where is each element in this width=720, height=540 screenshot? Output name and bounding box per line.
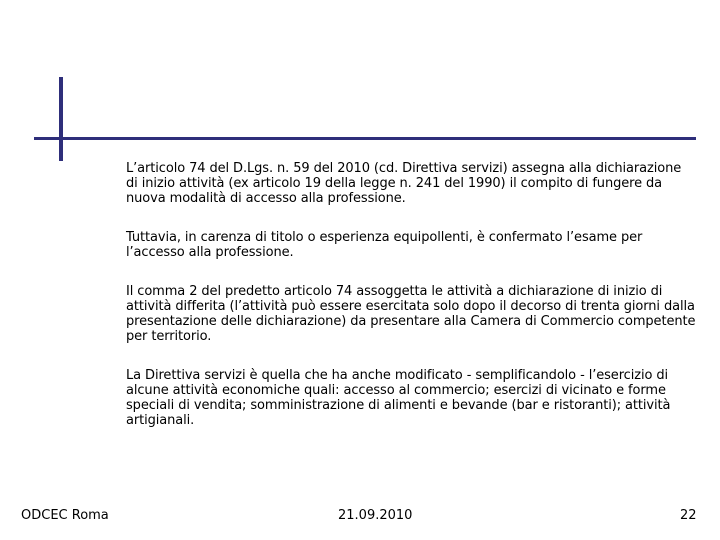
slide-number: 22 [680, 508, 697, 523]
footer-date: 21.09.2010 [338, 508, 413, 523]
footer-organization: ODCEC Roma [21, 508, 109, 523]
slide-body [126, 161, 696, 428]
paragraph-1: L’articolo 74 del D.Lgs. n. 59 del 2010 (cd. Direttiva servizi) assegna alla dichiarazione di inizio attività (ex articolo 19 della legge n. 241 del 1990) il compito di fungere da nuova modalità di accesso alla professione. [126, 161, 682, 206]
paragraph-2: Tuttavia, in carenza di titolo o esperienza equipollenti, è confermato l’esame per l’accesso alla professione. [126, 230, 643, 260]
decorative-vertical-line [59, 77, 63, 161]
decorative-horizontal-line [34, 137, 696, 140]
paragraph-4: La Direttiva servizi è quella che ha anche modificato - semplificandolo - l’esercizio di alcune attività economiche quali: accesso al commercio; esercizi di vicinato e forme speciali di vendita; somministrazione di alimenti e bevande (bar e ristoranti); attività artigianali. [126, 368, 671, 428]
paragraph-3: Il comma 2 del predetto articolo 74 assoggetta le attività a dichiarazione di inizio di attività differita (l’attività può essere esercitata solo dopo il decorso di trenta giorni dalla presentazione delle dichiarazione) da presentare alla Camera di Commercio competente per territorio. [126, 284, 696, 344]
